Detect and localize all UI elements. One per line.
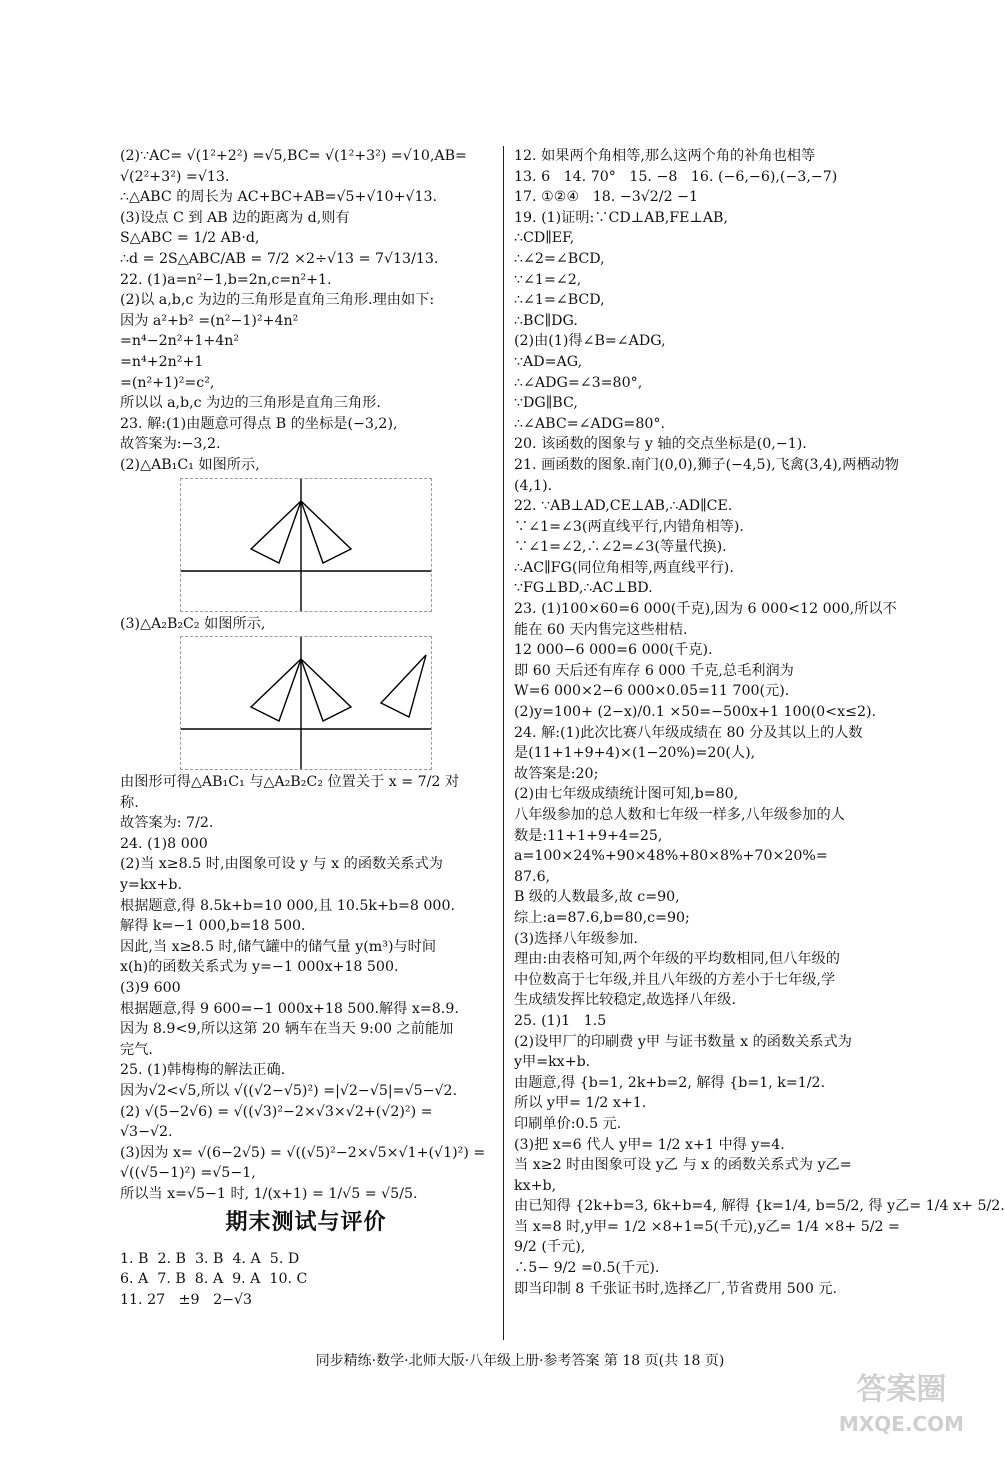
text-line: (3)选择八年级参加. — [514, 930, 638, 947]
text-line: (3)设点 C 到 AB 边的距离为 d,则有 — [120, 209, 350, 226]
text-line: (2)当 x≥8.5 时,由图象可设 y 与 x 的函数关系式为 — [120, 856, 443, 873]
text-line: 根据题意,得 9 600=−1 000x+18 500.解得 x=8.9. — [120, 1000, 459, 1017]
text-line: ∵FG⊥BD,∴AC⊥BD. — [514, 580, 653, 597]
triangle-figure-2 — [181, 637, 431, 769]
text-line: 9/2 (千元), — [514, 1239, 586, 1256]
text-line: 因为 8.9<9,所以这第 20 辆车在当天 9:00 之前能加 — [120, 1021, 454, 1038]
text-line: 24. 解:(1)此次比赛八年级成绩在 80 分及其以上的人数 — [514, 724, 863, 741]
column-divider — [503, 146, 504, 1340]
coordinate-grid-figure-2 — [180, 636, 432, 770]
text-line: (2)设甲厂的印刷费 y甲 与证书数量 x 的函数关系式为 — [514, 1033, 852, 1050]
text-line: 19. (1)证明:∵CD⊥AB,FE⊥AB, — [514, 209, 728, 226]
text-line: y=kx+b. — [120, 877, 182, 894]
text-line: 87.6, — [514, 868, 551, 885]
text-line: 25. (1)1 1.5 — [514, 1012, 607, 1029]
text-line: (3)9 600 — [120, 980, 181, 997]
text-line: 即当印制 8 千张证书时,选择乙厂,节省费用 500 元. — [514, 1280, 838, 1297]
text-line: 由图形可得△AB₁C₁ 与△A₂B₂C₂ 位置关于 x = 7/2 对 — [120, 774, 460, 791]
text-line: (2)由(1)得∠B=∠ADG, — [514, 333, 666, 350]
text-line: ∴∠2=∠BCD, — [514, 250, 605, 267]
coordinate-grid-figure-1 — [180, 478, 432, 612]
watermark-line: MXQE.COM — [838, 1412, 964, 1436]
text-line: 20. 该函数的图象与 y 轴的交点坐标是(0,−1). — [514, 436, 807, 453]
text-line: 能在 60 天内售完这些柑桔. — [514, 621, 688, 638]
watermark-logo — [839, 1373, 964, 1441]
text-line: 是(11+1+9+4)×(1−20%)=20(人), — [514, 745, 756, 762]
text-line: 所以以 a,b,c 为边的三角形是直角三角形. — [120, 395, 381, 412]
text-line: kx+b, — [514, 1177, 557, 1194]
text-line: ∴∠ABC=∠ADG=80°. — [514, 415, 665, 432]
text-line: 解得 k=−1 000,b=18 500. — [120, 918, 306, 935]
text-line: ∴∠1=∠BCD, — [514, 292, 605, 309]
text-line: =(n²+1)²=c², — [120, 374, 215, 391]
text-line: (3)把 x=6 代人 y甲= 1/2 x+1 中得 y=4. — [514, 1136, 785, 1153]
text-line: 数是:11+1+9+4=25, — [514, 827, 663, 844]
text-line: √((√5−1)²) =√5−1, — [120, 1165, 256, 1182]
text-line: ∴CD∥EF, — [514, 230, 575, 247]
text-line: 印刷单价:0.5 元. — [514, 1115, 622, 1132]
text-line: 1. B 2. B 3. B 4. A 5. D — [120, 1250, 300, 1267]
text-line: ∴∠ADG=∠3=80°, — [514, 374, 643, 391]
text-line: =n⁴−2n²+1+4n² — [120, 333, 240, 350]
text-line: (2)△AB₁C₁ 如图所示, — [120, 456, 260, 473]
left-column — [120, 146, 492, 1310]
text-line: 12. 如果两个角相等,那么这两个角的补角也相等 — [514, 148, 816, 164]
text-line: (2) √(5−2√6) = √((√3)²−2×√3×√2+(√2)²) = — [120, 1103, 433, 1120]
text-line: 24. (1)8 000 — [120, 835, 208, 852]
text-line: 22. (1)a=n²−1,b=2n,c=n²+1. — [120, 271, 332, 288]
text-line: 23. (1)100×60=6 000(千克),因为 6 000<12 000,所以不 — [514, 601, 897, 618]
watermark-line: 答案圈 — [856, 1372, 947, 1407]
text-line: 22. ∵AB⊥AD,CE⊥AB,∴AD∥CE. — [514, 498, 733, 515]
text-line: 生成绩发挥比较稳定,故选择八年级. — [514, 992, 736, 1009]
text-line: (2)y=100+ (2−x)/0.1 ×50=−500x+1 100(0<x≤2). — [514, 704, 877, 721]
text-line: ∵∠1=∠2, — [514, 271, 582, 288]
text-line: ∵∠1=∠2,∴∠2=∠3(等量代换). — [514, 539, 727, 556]
text-line: 根据题意,得 8.5k+b=10 000,且 10.5k+b=8 000. — [120, 897, 455, 914]
text-line: 因为 a²+b² =(n²−1)²+4n² — [120, 312, 299, 329]
text-line: y甲=kx+b. — [514, 1054, 591, 1071]
text-line: 因此,当 x≥8.5 时,储气罐中的储气量 y(m³)与时间 — [120, 938, 437, 955]
text-line: ∴d = 2S△ABC/AB = 7/2 ×2÷√13 = 7√13/13. — [120, 250, 439, 267]
text-line: 25. (1)韩梅梅的解法正确. — [120, 1062, 286, 1079]
text-line: ∵AD=AG, — [514, 353, 583, 370]
text-line: 所以 y甲= 1/2 x+1. — [514, 1095, 647, 1112]
text-line: ∴BC∥DG. — [514, 312, 578, 329]
text-line: (2)以 a,b,c 为边的三角形是直角三角形.理由如下: — [120, 292, 435, 309]
text-line: ∴AC∥FG(同位角相等,两直线平行). — [514, 559, 734, 576]
text-line: 故答案为: 7/2. — [120, 815, 214, 832]
text-line: 理由:由表格可知,两个年级的平均数相同,但八年级的 — [514, 951, 840, 968]
text-line: ∴5− 9/2 =0.5(千元). — [514, 1260, 660, 1277]
text-line: 八年级参加的总人数和七年级一样多,八年级参加的人 — [514, 807, 845, 823]
text-line: 由题意,得 {b=1, 2k+b=2, 解得 {b=1, k=1/2. — [514, 1074, 826, 1091]
text-line: 当 x≥2 时由图象可设 y乙 与 x 的函数关系式为 y乙= — [514, 1157, 852, 1174]
text-line: 故答案为:−3,2. — [120, 436, 221, 453]
text-line: 11. 27 ±9 2−√3 — [120, 1291, 253, 1308]
text-line: ∵∠1=∠3(两直线平行,内错角相等). — [514, 518, 744, 535]
text-line: 故答案是:20; — [514, 765, 599, 782]
text-line: W=6 000×2−6 000×0.05=11 700(元). — [514, 683, 790, 700]
text-line: √(2²+3²) =√13. — [120, 168, 230, 185]
text-line: 综上:a=87.6,b=80,c=90; — [514, 909, 690, 926]
triangle-figure-1 — [181, 479, 431, 611]
text-line: 由已知得 {2k+b=3, 6k+b=4, 解得 {k=1/4, b=5/2, 得 y乙= 1/4 x+ 5/2. — [514, 1198, 1005, 1215]
text-line: S△ABC = 1/2 AB·d, — [120, 230, 260, 247]
text-line: 称. — [120, 794, 139, 811]
text-line: (2)∵AC= √(1²+2²) =√5,BC= √(1²+3²) =√10,AB= — [120, 148, 467, 164]
text-line: 23. 解:(1)由题意可得点 B 的坐标是(−3,2), — [120, 415, 398, 432]
text-line: 完气. — [120, 1041, 153, 1058]
text-line: 因为√2<√5,所以 √((√2−√5)²) =|√2−√5|=√5−√2. — [120, 1083, 458, 1099]
text-line: B 级的人数最多,故 c=90, — [514, 889, 680, 906]
text-line: 12 000−6 000=6 000(千克). — [514, 642, 713, 659]
right-column — [514, 146, 1005, 1299]
page-footer: 同步精练·数学·北师大版·八年级上册·参考答案 第 18 页(共 18 页) — [315, 1353, 725, 1369]
text-line: 21. 画函数的图象.南门(0,0),狮子(−4,5),飞禽(3,4),两栖动物 — [514, 456, 899, 473]
text-line: 17. ①②④ 18. −3√2/2 −1 — [514, 189, 699, 206]
text-line: x(h)的函数关系式为 y=−1 000x+18 500. — [120, 959, 399, 976]
text-line: =n⁴+2n²+1 — [120, 353, 204, 370]
text-line: √3−√2. — [120, 1124, 173, 1141]
text-line: (4,1). — [514, 477, 553, 494]
text-line: 中位数高于七年级,并且八年级的方差小于七年级,学 — [514, 971, 836, 988]
text-line: 6. A 7. B 8. A 9. A 10. C — [120, 1271, 308, 1288]
text-line: 即 60 天后还有库存 6 000 千克,总毛利润为 — [514, 662, 794, 679]
text-line: 所以当 x=√5−1 时, 1/(x+1) = 1/√5 = √5/5. — [120, 1185, 418, 1202]
text-line: (2)由七年级成绩统计图可知,b=80, — [514, 786, 739, 803]
text-line: ∵DG∥BC, — [514, 395, 578, 412]
text-line: 13. 6 14. 70° 15. −8 16. (−6,−6),(−3,−7) — [514, 168, 838, 185]
section-title: 期末测试与评价 — [225, 1209, 387, 1235]
text-line: 当 x=8 时,y甲= 1/2 ×8+1=5(千元),y乙= 1/4 ×8+ 5/2 = — [514, 1218, 900, 1235]
text-line: a=100×24%+90×48%+80×8%+70×20%= — [514, 848, 828, 865]
text-line: (3)△A₂B₂C₂ 如图所示, — [120, 615, 266, 632]
text-line: ∴△ABC 的周长为 AC+BC+AB=√5+√10+√13. — [120, 189, 438, 206]
text-line: (3)因为 x= √(6−2√5) = √((√5)²−2×√5×√1+(√1)²) = — [120, 1144, 486, 1161]
